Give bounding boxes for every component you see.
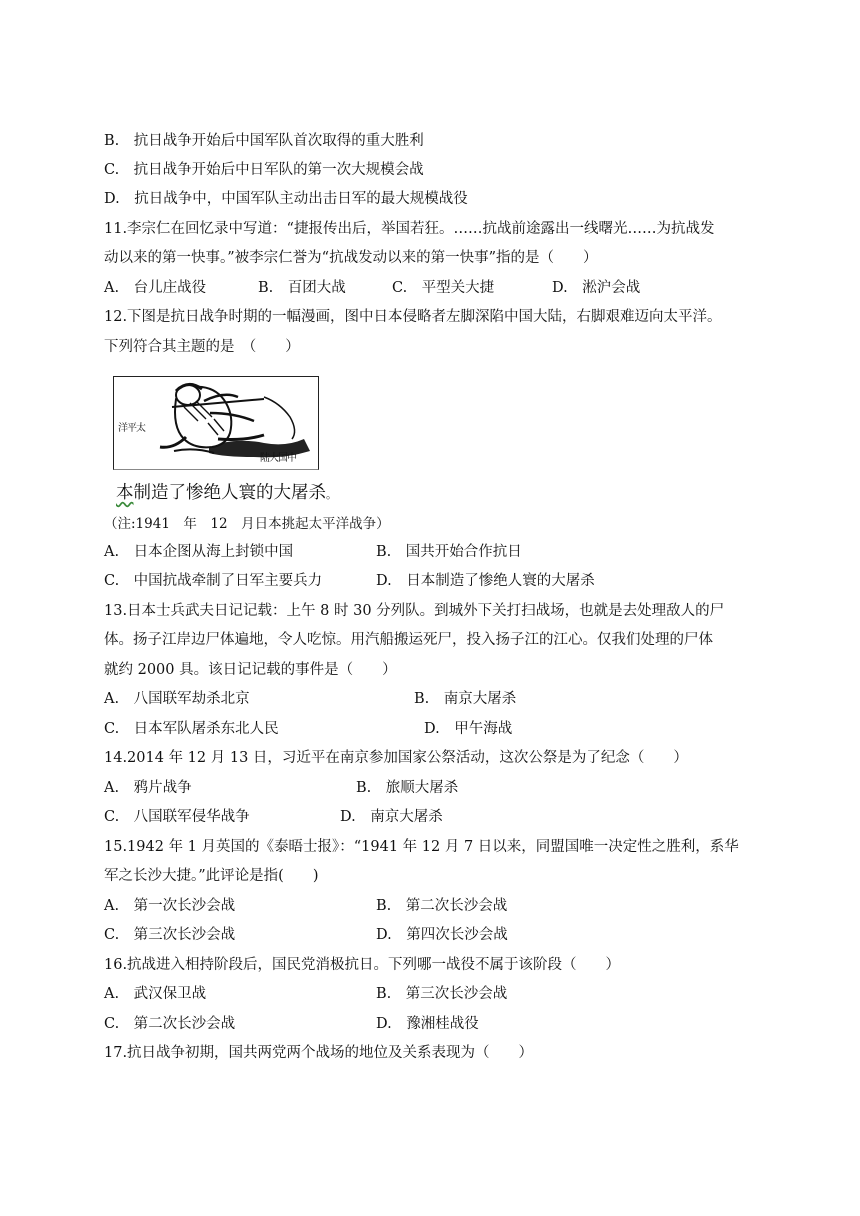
q10-option-d: D. 抗日战争中，中国军队主动出击日军的最大规模战役 bbox=[104, 191, 468, 207]
q14-option-a: A. 鸦片战争 bbox=[104, 780, 192, 796]
cartoon-label-china: 陆大国中 bbox=[260, 453, 296, 464]
q15-stem-line1: 15.1942 年 1 月英国的《泰晤士报》：“1941 年 12 月 7 日以来，同盟国唯一决定性之胜利，系华 bbox=[104, 839, 739, 855]
q13-option-d: D. 甲午海战 bbox=[424, 721, 513, 737]
q16-option-c: C. 第二次长沙会战 bbox=[104, 1016, 236, 1032]
q13-option-a: A. 八国联军劫杀北京 bbox=[104, 691, 250, 707]
q11-option-d: D. 淞沪会战 bbox=[552, 280, 641, 296]
q16-stem-line1: 16.抗战进入相持阶段后，国民党消极抗日。下列哪一战役不属于该阶段（ ） bbox=[104, 957, 621, 973]
q10-option-b: B. 抗日战争开始后中国军队首次取得的重大胜利 bbox=[104, 133, 424, 149]
q12-option-b: B. 国共开始合作抗日 bbox=[376, 544, 522, 560]
q14-stem-line1: 14.2014 年 12 月 13 日，习近平在南京参加国家公祭活动，这次公祭是为了纪念（ ） bbox=[104, 750, 688, 766]
caption-end: 。 bbox=[326, 488, 337, 501]
q12-note: （注:1941 年 12 月日本挑起太平洋战争） bbox=[104, 516, 390, 532]
q14-option-b: B. 旅顺大屠杀 bbox=[356, 780, 459, 796]
q13-stem-line3: 就约 2000 具。该日记记载的事件是（ ） bbox=[104, 662, 397, 678]
q15-stem-line2: 军之长沙大捷。”此评论是指( ) bbox=[104, 868, 319, 884]
q15-option-b: B. 第二次长沙会战 bbox=[376, 898, 508, 914]
q12-option-c: C. 中国抗战牵制了日军主要兵力 bbox=[104, 573, 323, 589]
q15-option-d: D. 第四次长沙会战 bbox=[376, 927, 508, 943]
q12-stem-line1: 12.下图是抗日战争时期的一幅漫画，图中日本侵略者左脚深陷中国大陆，右脚艰难迈向太平洋。 bbox=[104, 309, 722, 325]
q11-stem-line2: 动以来的第一快事。”被李宗仁誉为“抗战发动以来的第一快事”指的是（ ） bbox=[104, 250, 598, 266]
q13-stem-line2: 体。扬子江岸边尸体遍地，令人吃惊。用汽船搬运死尸，投入扬子江的江心。仅我们处理的尸体 bbox=[104, 632, 713, 648]
q16-option-d: D. 豫湘桂战役 bbox=[376, 1016, 479, 1032]
q12-option-d: D. 日本制造了惨绝人寰的大屠杀 bbox=[376, 573, 595, 589]
caption-underlined-char: 本 bbox=[116, 483, 134, 503]
q13-stem-line1: 13.日本士兵武夫日记记载：上午 8 时 30 分列队。到城外下关打扫战场，也就是去处理敌人的尸 bbox=[104, 603, 725, 619]
q14-option-c: C. 八国联军侵华战争 bbox=[104, 809, 250, 825]
q12-option-a: A. 日本企图从海上封锁中国 bbox=[104, 544, 294, 560]
q11-option-b: B. 百团大战 bbox=[258, 280, 346, 296]
caption-text: 制造了惨绝人寰的大屠杀 bbox=[133, 483, 326, 503]
q11-option-a: A. 台儿庄战役 bbox=[104, 280, 207, 296]
q17-stem-line1: 17.抗日战争初期，国共两党两个战场的地位及关系表现为（ ） bbox=[104, 1045, 534, 1061]
q11-option-c: C. 平型关大捷 bbox=[392, 280, 495, 296]
q10-option-c: C. 抗日战争开始后中日军队的第一次大规模会战 bbox=[104, 162, 424, 178]
q11-stem-line1: 11.李宗仁在回忆录中写道：“捷报传出后，举国若狂。……抗战前途露出一线曙光……为抗战发 bbox=[104, 221, 715, 237]
q13-option-b: B. 南京大屠杀 bbox=[414, 691, 517, 707]
q14-option-d: D. 南京大屠杀 bbox=[340, 809, 443, 825]
q15-option-c: C. 第三次长沙会战 bbox=[104, 927, 236, 943]
q13-option-c: C. 日本军队屠杀东北人民 bbox=[104, 721, 279, 737]
q15-option-a: A. 第一次长沙会战 bbox=[104, 898, 236, 914]
q16-option-b: B. 第三次长沙会战 bbox=[376, 986, 508, 1002]
q16-option-a: A. 武汉保卫战 bbox=[104, 986, 207, 1002]
cartoon-label-pacific: 洋平太 bbox=[118, 423, 145, 434]
cartoon-caption bbox=[116, 482, 337, 506]
cartoon-image bbox=[113, 376, 319, 470]
q12-stem-line2: 下列符合其主题的是 （ ） bbox=[104, 339, 300, 355]
